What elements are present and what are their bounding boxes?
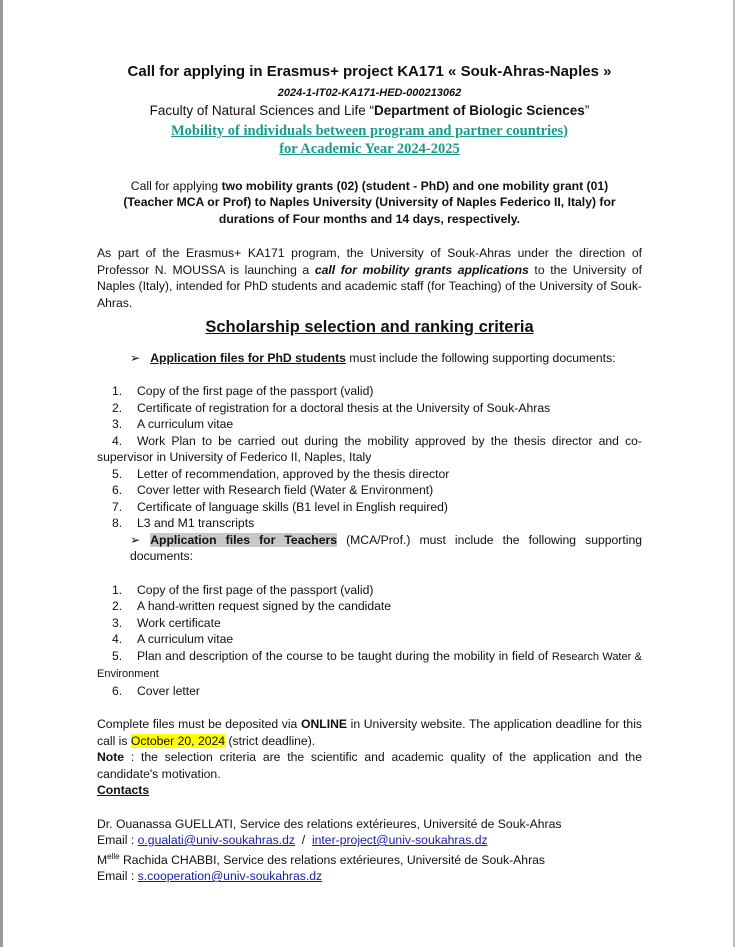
list-number: 8. (112, 516, 123, 530)
list-text: A curriculum vitae (137, 632, 234, 646)
list-item (97, 466, 642, 483)
mobility-heading-line2: for Academic Year 2024-2025 (279, 140, 460, 157)
list-number: 2. (112, 400, 123, 415)
list-text: A hand-written request signed by the candidate (137, 599, 392, 613)
email-label: Email : (97, 869, 138, 884)
list-item (97, 499, 642, 516)
list-text: Cover letter (137, 683, 200, 698)
list-text: Letter of recommendation, approved by the thesis director (137, 466, 450, 481)
list-number: 1. (112, 384, 123, 398)
list-number: 6. (112, 683, 123, 698)
list-number: 1. (112, 582, 123, 597)
list-item (97, 598, 642, 615)
list-item (97, 648, 642, 683)
list-item (97, 615, 642, 632)
contact-2-email-line (97, 868, 642, 885)
list-item (97, 631, 642, 648)
teachers-bullet (97, 532, 642, 565)
list-text: Copy of the first page of the passport (valid) (137, 582, 374, 597)
arrow-bullet-icon: ➢ (130, 350, 141, 365)
deadline-text-3: (strict deadline). (225, 733, 316, 748)
intro-text-2: to the University of Naples (Italy), intended for PhD students and academic staff (for Teaching) of the University of Souk-Ahras. (97, 262, 642, 310)
list-text: Copy of the first page of the passport (valid) (137, 384, 374, 398)
contact-1-email-link-2[interactable]: inter-project@univ-soukahras.dz (311, 833, 488, 847)
faculty-suffix: ” (584, 103, 590, 118)
mobility-heading-line1: Mobility of individuals between program and partner countries) (170, 122, 568, 139)
list-number: 5. (112, 648, 123, 663)
document-page (97, 64, 642, 885)
intro-text-1: As part of the Erasmus+ KA171 program, the University of Souk-Ahras under the direction of Professor N. MOUSSA is launching a (97, 246, 642, 277)
list-number: 4. (112, 632, 123, 646)
contact-2-name-line (97, 849, 642, 869)
list-item (97, 683, 642, 700)
phd-label: Application files for PhD students (150, 350, 346, 365)
list-text: Certificate of registration for a doctoral thesis at the University of Souk-Ahras (137, 400, 551, 415)
deadline-paragraph (97, 716, 642, 749)
contact-2-email-link[interactable]: s.cooperation@univ-soukahras.dz (137, 869, 323, 884)
intro-emphasis: call for mobility grants applications (314, 262, 529, 277)
note-text: : the selection criteria are the scientific and academic quality of the application and the candidate's motivation. (97, 750, 642, 781)
phd-documents-list (97, 383, 642, 532)
list-text: Plan and description of the course to be taught during the mobility in field of (137, 648, 552, 663)
list-text: Work Plan to be carried out during the mobility approved by the thesis director and co-supervisor in University of Federico II, Naples, Italy (97, 433, 642, 464)
document-title: Call for applying in Erasmus+ project KA171 « Souk-Ahras-Naples » (127, 63, 612, 80)
teachers-documents-list (97, 582, 642, 700)
list-item (97, 383, 642, 400)
section-title: Scholarship selection and ranking criteria (205, 318, 534, 336)
list-item (97, 400, 642, 417)
list-text: Work certificate (137, 615, 221, 630)
list-text: A curriculum vitae (137, 417, 234, 431)
list-text: Cover letter with Research field (Water & Environment) (137, 483, 434, 497)
list-number: 6. (112, 483, 123, 497)
contact-2-title: M (97, 852, 108, 867)
list-text: L3 and M1 transcripts (137, 516, 255, 530)
list-number: 3. (112, 417, 123, 431)
list-number: 3. (112, 615, 123, 630)
deadline-text-2: in University website. The application deadline for this call is (97, 717, 642, 748)
teachers-rest: (MCA/Prof.) must include the following supporting documents: (130, 532, 643, 563)
list-item (97, 515, 642, 532)
deadline-date: October 20, 2024 (130, 733, 226, 748)
teachers-label: Application files for Teachers (150, 532, 338, 547)
note-paragraph (97, 749, 642, 782)
list-number: 5. (112, 466, 123, 481)
contact-1-email-link[interactable]: o.gualati@univ-soukahras.dz (137, 833, 295, 847)
contacts-heading: Contacts (97, 783, 150, 797)
email-separator: / (295, 833, 312, 847)
intro-paragraph (97, 245, 642, 311)
department-name: Department of Biologic Sciences (374, 103, 585, 118)
online-label: ONLINE (300, 717, 348, 731)
contact-2-name: Rachida CHABBI, Service des relations extérieures, Université de Souk-Ahras (119, 852, 546, 867)
contact-2-title-sup: elle (107, 851, 120, 861)
project-reference: 2024-1-IT02-KA171-HED-000213062 (277, 86, 462, 99)
email-label: Email : (97, 833, 138, 847)
list-text-small: Research Water & Environment (97, 650, 642, 680)
list-item (97, 482, 642, 499)
list-item (97, 582, 642, 599)
call-grants-bold: two mobility grants (02) (student - PhD) and one mobility grant (01) (Teacher MCA or Prof) to Naples University (University of Naples Federico II, Italy) for durations of Four months and 14 days, respectively. (123, 178, 616, 226)
list-number: 7. (112, 499, 123, 514)
window-left-border (0, 0, 3, 947)
list-text: Certificate of language skills (B1 level in English required) (137, 499, 448, 514)
deadline-text-1: Complete files must be deposited via (97, 717, 301, 731)
faculty-line (97, 103, 642, 120)
arrow-bullet-icon: ➢ (130, 532, 141, 547)
list-number: 2. (112, 599, 123, 613)
list-item (97, 416, 642, 433)
phd-bullet (97, 350, 642, 367)
faculty-prefix: Faculty of Natural Sciences and Life “ (149, 103, 375, 118)
note-label: Note (97, 750, 125, 764)
call-text: Call for applying (130, 178, 222, 193)
list-item (97, 433, 642, 466)
phd-rest: must include the following supporting documents: (345, 350, 616, 365)
contact-1-email-line (97, 832, 642, 849)
contact-1-name: Dr. Ouanassa GUELLATI, Service des relations extérieures, Université de Souk-Ahras (97, 816, 562, 831)
list-number: 4. (112, 433, 123, 448)
call-summary (97, 178, 642, 228)
